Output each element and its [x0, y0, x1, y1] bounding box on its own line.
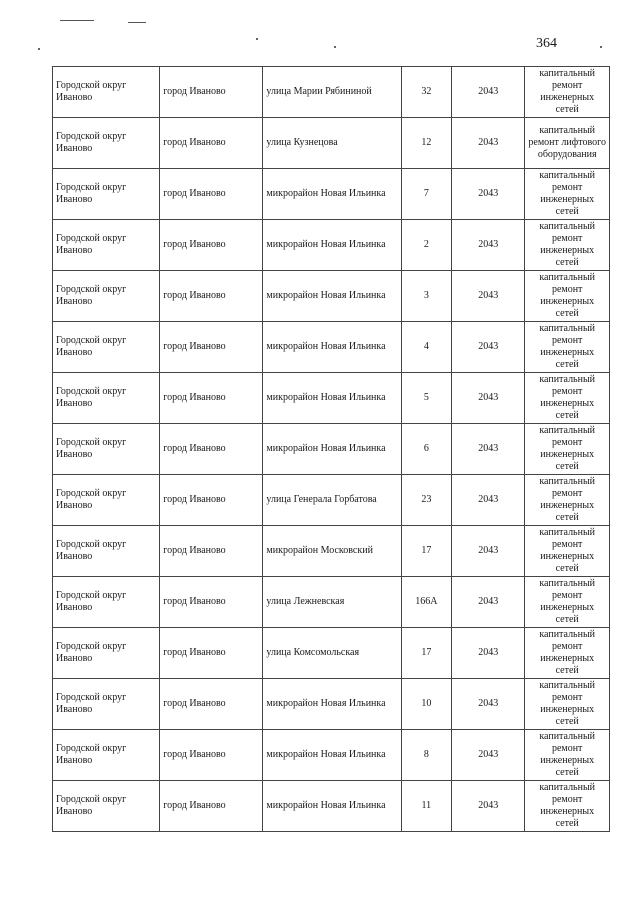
house-number-cell: 5	[401, 373, 452, 424]
work-type-cell: капитальный ремонт инженерных сетей	[525, 730, 610, 781]
year-cell: 2043	[452, 67, 525, 118]
house-number-cell: 166А	[401, 577, 452, 628]
city-cell: город Иваново	[160, 220, 263, 271]
table-row	[53, 322, 610, 373]
city-cell: город Иваново	[160, 628, 263, 679]
city-cell: город Иваново	[160, 322, 263, 373]
city-cell: город Иваново	[160, 679, 263, 730]
district-cell: Городской округ Иваново	[53, 781, 160, 832]
street-cell: улица Кузнецова	[263, 118, 401, 169]
house-number-cell: 2	[401, 220, 452, 271]
table-row	[53, 475, 610, 526]
street-cell: улица Лежневская	[263, 577, 401, 628]
district-cell: Городской округ Иваново	[53, 424, 160, 475]
scan-artifact-dot	[38, 48, 40, 50]
house-number-cell: 3	[401, 271, 452, 322]
year-cell: 2043	[452, 118, 525, 169]
work-type-cell: капитальный ремонт инженерных сетей	[525, 373, 610, 424]
scan-artifact-dot	[600, 46, 602, 48]
work-type-cell: капитальный ремонт инженерных сетей	[525, 67, 610, 118]
table-row	[53, 220, 610, 271]
work-type-cell: капитальный ремонт инженерных сетей	[525, 220, 610, 271]
street-cell: улица Комсомольская	[263, 628, 401, 679]
house-number-cell: 6	[401, 424, 452, 475]
house-number-cell: 11	[401, 781, 452, 832]
street-cell: микрорайон Московский	[263, 526, 401, 577]
street-cell: микрорайон Новая Ильинка	[263, 781, 401, 832]
house-number-cell: 32	[401, 67, 452, 118]
work-type-cell: капитальный ремонт инженерных сетей	[525, 628, 610, 679]
work-type-cell: капитальный ремонт инженерных сетей	[525, 169, 610, 220]
year-cell: 2043	[452, 475, 525, 526]
city-cell: город Иваново	[160, 67, 263, 118]
street-cell: улица Генерала Горбатова	[263, 475, 401, 526]
year-cell: 2043	[452, 220, 525, 271]
street-cell: микрорайон Новая Ильинка	[263, 220, 401, 271]
house-number-cell: 12	[401, 118, 452, 169]
house-number-cell: 17	[401, 628, 452, 679]
page-number: 364	[536, 36, 557, 51]
year-cell: 2043	[452, 373, 525, 424]
city-cell: город Иваново	[160, 526, 263, 577]
street-cell: микрорайон Новая Ильинка	[263, 169, 401, 220]
city-cell: город Иваново	[160, 373, 263, 424]
table-row	[53, 67, 610, 118]
district-cell: Городской округ Иваново	[53, 220, 160, 271]
year-cell: 2043	[452, 679, 525, 730]
year-cell: 2043	[452, 271, 525, 322]
district-cell: Городской округ Иваново	[53, 169, 160, 220]
city-cell: город Иваново	[160, 271, 263, 322]
year-cell: 2043	[452, 169, 525, 220]
table-row	[53, 628, 610, 679]
table-row	[53, 373, 610, 424]
district-cell: Городской округ Иваново	[53, 730, 160, 781]
city-cell: город Иваново	[160, 781, 263, 832]
city-cell: город Иваново	[160, 475, 263, 526]
year-cell: 2043	[452, 781, 525, 832]
work-type-cell: капитальный ремонт инженерных сетей	[525, 679, 610, 730]
street-cell: микрорайон Новая Ильинка	[263, 679, 401, 730]
house-number-cell: 8	[401, 730, 452, 781]
table-row	[53, 730, 610, 781]
table-row	[53, 118, 610, 169]
table-row	[53, 271, 610, 322]
work-type-cell: капитальный ремонт лифтового оборудования	[525, 118, 610, 169]
work-type-cell: капитальный ремонт инженерных сетей	[525, 424, 610, 475]
district-cell: Городской округ Иваново	[53, 322, 160, 373]
year-cell: 2043	[452, 730, 525, 781]
scan-artifact-dot	[334, 46, 336, 48]
street-cell: улица Марии Рябининой	[263, 67, 401, 118]
scan-artifact-line	[128, 22, 146, 23]
year-cell: 2043	[452, 628, 525, 679]
street-cell: микрорайон Новая Ильинка	[263, 424, 401, 475]
work-type-cell: капитальный ремонт инженерных сетей	[525, 526, 610, 577]
table-body	[53, 67, 610, 832]
year-cell: 2043	[452, 526, 525, 577]
house-number-cell: 23	[401, 475, 452, 526]
street-cell: микрорайон Новая Ильинка	[263, 322, 401, 373]
street-cell: микрорайон Новая Ильинка	[263, 271, 401, 322]
scan-artifact-line	[60, 20, 94, 21]
district-cell: Городской округ Иваново	[53, 526, 160, 577]
city-cell: город Иваново	[160, 577, 263, 628]
table-row	[53, 781, 610, 832]
city-cell: город Иваново	[160, 118, 263, 169]
table-row	[53, 577, 610, 628]
house-number-cell: 4	[401, 322, 452, 373]
table-row	[53, 424, 610, 475]
work-type-cell: капитальный ремонт инженерных сетей	[525, 322, 610, 373]
district-cell: Городской округ Иваново	[53, 373, 160, 424]
district-cell: Городской округ Иваново	[53, 118, 160, 169]
house-number-cell: 10	[401, 679, 452, 730]
scan-artifact-dot	[256, 38, 258, 40]
city-cell: город Иваново	[160, 169, 263, 220]
table-row	[53, 526, 610, 577]
year-cell: 2043	[452, 577, 525, 628]
street-cell: микрорайон Новая Ильинка	[263, 730, 401, 781]
work-type-cell: капитальный ремонт инженерных сетей	[525, 781, 610, 832]
house-number-cell: 17	[401, 526, 452, 577]
table-row	[53, 679, 610, 730]
year-cell: 2043	[452, 424, 525, 475]
house-number-cell: 7	[401, 169, 452, 220]
work-type-cell: капитальный ремонт инженерных сетей	[525, 475, 610, 526]
district-cell: Городской округ Иваново	[53, 577, 160, 628]
year-cell: 2043	[452, 322, 525, 373]
district-cell: Городской округ Иваново	[53, 628, 160, 679]
district-cell: Городской округ Иваново	[53, 475, 160, 526]
repair-schedule-table	[52, 66, 610, 832]
district-cell: Городской округ Иваново	[53, 271, 160, 322]
city-cell: город Иваново	[160, 730, 263, 781]
city-cell: город Иваново	[160, 424, 263, 475]
work-type-cell: капитальный ремонт инженерных сетей	[525, 271, 610, 322]
district-cell: Городской округ Иваново	[53, 679, 160, 730]
table-row	[53, 169, 610, 220]
work-type-cell: капитальный ремонт инженерных сетей	[525, 577, 610, 628]
street-cell: микрорайон Новая Ильинка	[263, 373, 401, 424]
district-cell: Городской округ Иваново	[53, 67, 160, 118]
